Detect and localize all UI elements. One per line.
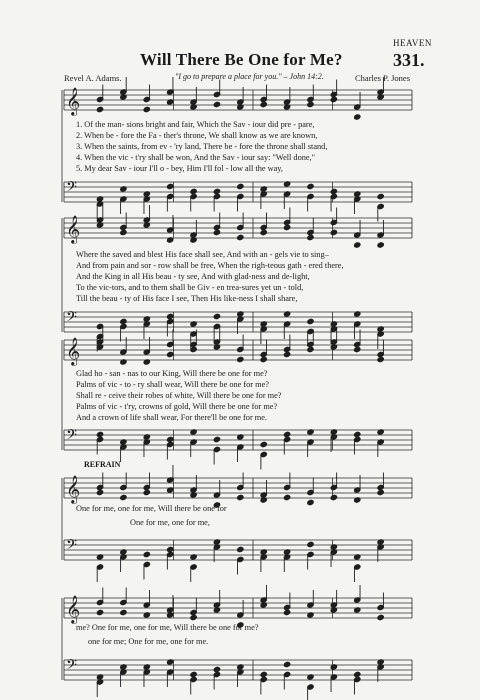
verse-5-line-2: Till the beau - ty of His face I see, Then His like-ness I shall share,: [76, 294, 298, 303]
hymn-number: 331.: [393, 50, 425, 70]
hymn-category: HEAVEN: [393, 38, 432, 48]
note-head: [260, 229, 267, 235]
note-head: [260, 671, 267, 677]
bass-clef-icon: 𝄢: [66, 537, 77, 557]
note-head: [260, 101, 267, 107]
composer-credit: Charles P. Jones: [355, 73, 411, 83]
bass-clef-icon: 𝄢: [66, 309, 77, 329]
verse-2-line-3: Palms of vic - to - ry shall wear, Will there be one for me?: [76, 380, 269, 389]
verse-5-line-1: 5. My dear Sav - iour I'll o - bey, Him I'll fol - low all the way,: [76, 164, 283, 173]
note-head: [96, 489, 103, 495]
note-head: [354, 671, 361, 677]
note-head: [96, 431, 103, 437]
note-head: [377, 242, 384, 248]
note-head: [143, 106, 150, 112]
note-head: [354, 242, 361, 248]
treble-clef-icon: 𝄞: [66, 595, 81, 623]
note-head: [120, 609, 127, 615]
note-head: [354, 431, 361, 437]
note-head: [143, 551, 150, 557]
note-head: [190, 614, 197, 620]
hymn-title: Will There Be One for Me?: [140, 50, 343, 69]
note-head: [237, 356, 244, 362]
note-head: [307, 183, 314, 189]
verse-1-line-3: Glad ho - san - nas to our King, Will there be one for me?: [76, 369, 268, 378]
note-head: [284, 431, 291, 437]
treble-clef-icon: 𝄞: [66, 87, 81, 115]
verse-2-line-1: 2. When be - fore the Fa - ther's throne, We shall know as we are known,: [76, 131, 318, 140]
note-head: [284, 224, 291, 230]
note-head: [96, 609, 103, 615]
note-head: [120, 494, 127, 500]
note-head: [237, 183, 244, 189]
bass-clef-icon: 𝄢: [66, 179, 77, 199]
verse-4-line-3: Palms of vic - t'ry, crowns of gold, Will there be one for me?: [76, 402, 278, 411]
note-head: [307, 346, 314, 352]
refrain-label: REFRAIN: [84, 460, 121, 469]
verse-3-line-3: Shall re - ceive their robes of white, Will there be one for me?: [76, 391, 282, 400]
note-head: [96, 106, 103, 112]
note-head: [330, 188, 337, 194]
note-head: [167, 546, 174, 552]
note-head: [354, 114, 361, 120]
lyricist-credit: Revel A. Adams.: [64, 73, 122, 83]
note-head: [307, 499, 314, 505]
note-head: [213, 229, 220, 235]
note-head: [167, 436, 174, 442]
note-head: [167, 351, 174, 357]
note-head: [213, 666, 220, 672]
verse-1-line-2: Where the saved and blest His face shall see, And with an - gels vie to sing–: [76, 250, 329, 259]
note-head: [120, 229, 127, 235]
note-head: [213, 188, 220, 194]
refrain-line-2-upper: me? One for me, one for me, Will there be one for me?: [76, 623, 259, 632]
note-head: [213, 101, 220, 107]
note-head: [330, 494, 337, 500]
treble-clef-icon: 𝄞: [66, 215, 81, 243]
refrain-line-1-upper: One for me, one for me, Will there be one for: [76, 504, 227, 513]
note-head: [143, 489, 150, 495]
verse-4-line-2: To the vic-tors, and to them shall be Giv - en trea-sures yet un - told,: [76, 283, 304, 292]
note-head: [354, 346, 361, 352]
refrain-line-1-lower: One for me, one for me,: [130, 518, 210, 527]
note-head: [237, 234, 244, 240]
bass-clef-icon: 𝄢: [66, 427, 77, 447]
verse-3-line-1: 3. When the saints, from ev - 'ry land, There be - fore the throne shall stand,: [76, 142, 328, 151]
note-head: [167, 183, 174, 189]
note-head: [167, 313, 174, 319]
verse-3-line-2: And the King in all His beau - ty see, And with glad-ness and de-light,: [76, 272, 310, 281]
refrain-line-2-lower: one for me; One for me, one for me.: [88, 637, 209, 646]
treble-clef-icon: 𝄞: [66, 337, 81, 365]
verse-2-line-2: And from pain and sor - row shall be free, When the righ-teous gath - ered there,: [76, 261, 344, 270]
note-head: [307, 101, 314, 107]
note-head: [377, 489, 384, 495]
note-head: [377, 356, 384, 362]
scripture-reference: "I go to prepare a place for you." – John 14:2.: [175, 72, 324, 81]
note-head: [260, 441, 267, 447]
note-head: [213, 313, 220, 319]
treble-clef-icon: 𝄞: [66, 475, 81, 503]
note-head: [330, 96, 337, 102]
note-head: [190, 188, 197, 194]
note-head: [213, 436, 220, 442]
note-head: [237, 546, 244, 552]
note-head: [120, 318, 127, 324]
note-head: [284, 351, 291, 357]
note-head: [330, 229, 337, 235]
verse-4-line-1: 4. When the vic - t'ry shall be won, And the Sav - iour say: "Well done,": [76, 153, 316, 162]
note-head: [307, 234, 314, 240]
note-head: [307, 318, 314, 324]
note-head: [284, 609, 291, 615]
verse-1-line-1: 1. Of the man- sions bright and fair, Which the Sav - iour did pre - pare,: [76, 120, 315, 129]
note-head: [237, 494, 244, 500]
note-head: [307, 541, 314, 547]
note-head: [284, 661, 291, 667]
verse-5-line-3: And a crown of life shall wear, For there'll be one for me.: [76, 413, 268, 422]
note-head: [377, 614, 384, 620]
bass-clef-icon: 𝄢: [66, 657, 77, 677]
note-head: [190, 671, 197, 677]
note-head: [284, 494, 291, 500]
note-head: [260, 356, 267, 362]
note-head: [377, 193, 384, 199]
